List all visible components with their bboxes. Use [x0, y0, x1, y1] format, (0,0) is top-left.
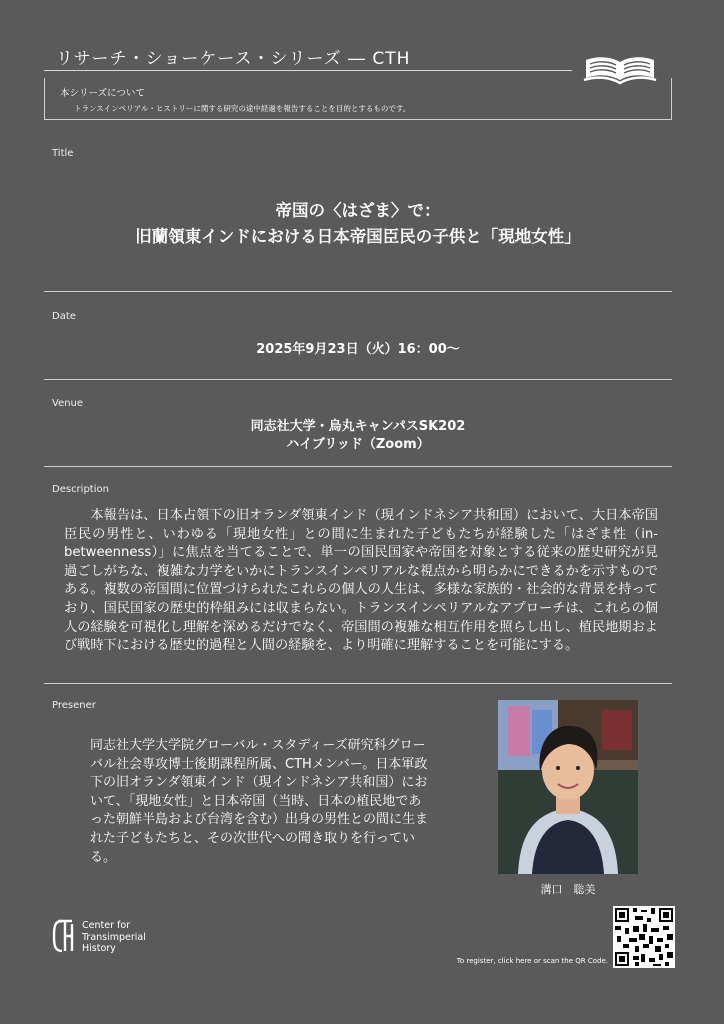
date-section-label: Date — [52, 311, 76, 322]
cth-logo-text — [82, 920, 146, 955]
presenter-photo — [498, 700, 638, 874]
event-venue — [44, 418, 672, 454]
logo-line1: Center for — [82, 920, 131, 931]
register-link[interactable]: To register, click here or scan the QR Code. — [456, 957, 608, 965]
logo-line2: Transimperial — [82, 931, 146, 943]
presenter-name: 溝口 聡美 — [540, 883, 596, 896]
logo-line3: History — [82, 943, 116, 954]
presenter-section-label: Presener — [52, 700, 96, 711]
about-series-text: トランスインペリアル・ヒストリーに関する研究の途中経過を報告することを目的とするものです。 — [74, 104, 411, 113]
venue-section-label: Venue — [52, 398, 84, 409]
section-divider — [44, 291, 672, 292]
section-divider — [44, 379, 672, 380]
event-title-line2: 旧蘭領東インドにおける日本帝国臣民の子供と「現地女性」 — [135, 227, 581, 246]
venue-line2: ハイブリッド（Zoom） — [286, 437, 430, 452]
cth-logo-icon — [52, 918, 74, 954]
event-date: 2025年9月23日（火）16：00〜 — [256, 342, 460, 357]
section-divider — [44, 466, 672, 467]
presenter-bio: 同志社大学大学院グローバル・スタディーズ研究科グローバル社会専攻博士後期課程所属、CTHメンバー。日本軍政下の旧オランダ領東インド（現インドネシア共和国）において、「現地女性」と日本帝国（当時、日本の植民地であった朝鮮半島および台湾を含む）出身の男性との間に生まれた子どもたちと、その次世代への聞き取りを行っている。 — [90, 738, 429, 865]
description-section-label: Description — [52, 484, 109, 495]
event-description: 本報告は、日本占領下の旧オランダ領東インド（現インドネシア共和国）において、大日本帝国臣民の男性と、いわゆる「現地女性」との間に生まれた子どもたちが経験した「はざま性（in-betweenness）」に焦点を当てることで、単一の国民国家や帝国を対象とする従来の歴史研究が見過ごしがちな、複雑な力学をいかにトランスインペリアルな視点から明らかにできるかを示すものである。複数の帝国間に位置づけられたこれらの個人の人生は、多様な家族的・社会的な背景を持っており、国民国家の歴史的枠組みには収まらない。トランスインペリアルなアプローチは、これらの個人の経験を可視化し理解を深めるだけでなく、帝国間の複雑な相互作用を照らし出し、植民地期および戦時下における歴史的過程と人間の経験を、より明確に理解することを可能にする。 — [64, 508, 658, 654]
about-series-label: 本シリーズについて — [60, 88, 145, 99]
title-section-label: Title — [52, 148, 74, 159]
event-title-line1: 帝国の〈はざま〉で： — [275, 201, 441, 220]
event-title — [44, 198, 672, 250]
header-divider — [44, 70, 572, 71]
section-divider — [44, 683, 672, 684]
registration-qr-code[interactable] — [613, 906, 675, 968]
venue-line1: 同志社大学・烏丸キャンパスSK202 — [250, 419, 466, 434]
series-title: リサーチ・ショーケース・シリーズ ― CTH — [56, 49, 411, 69]
